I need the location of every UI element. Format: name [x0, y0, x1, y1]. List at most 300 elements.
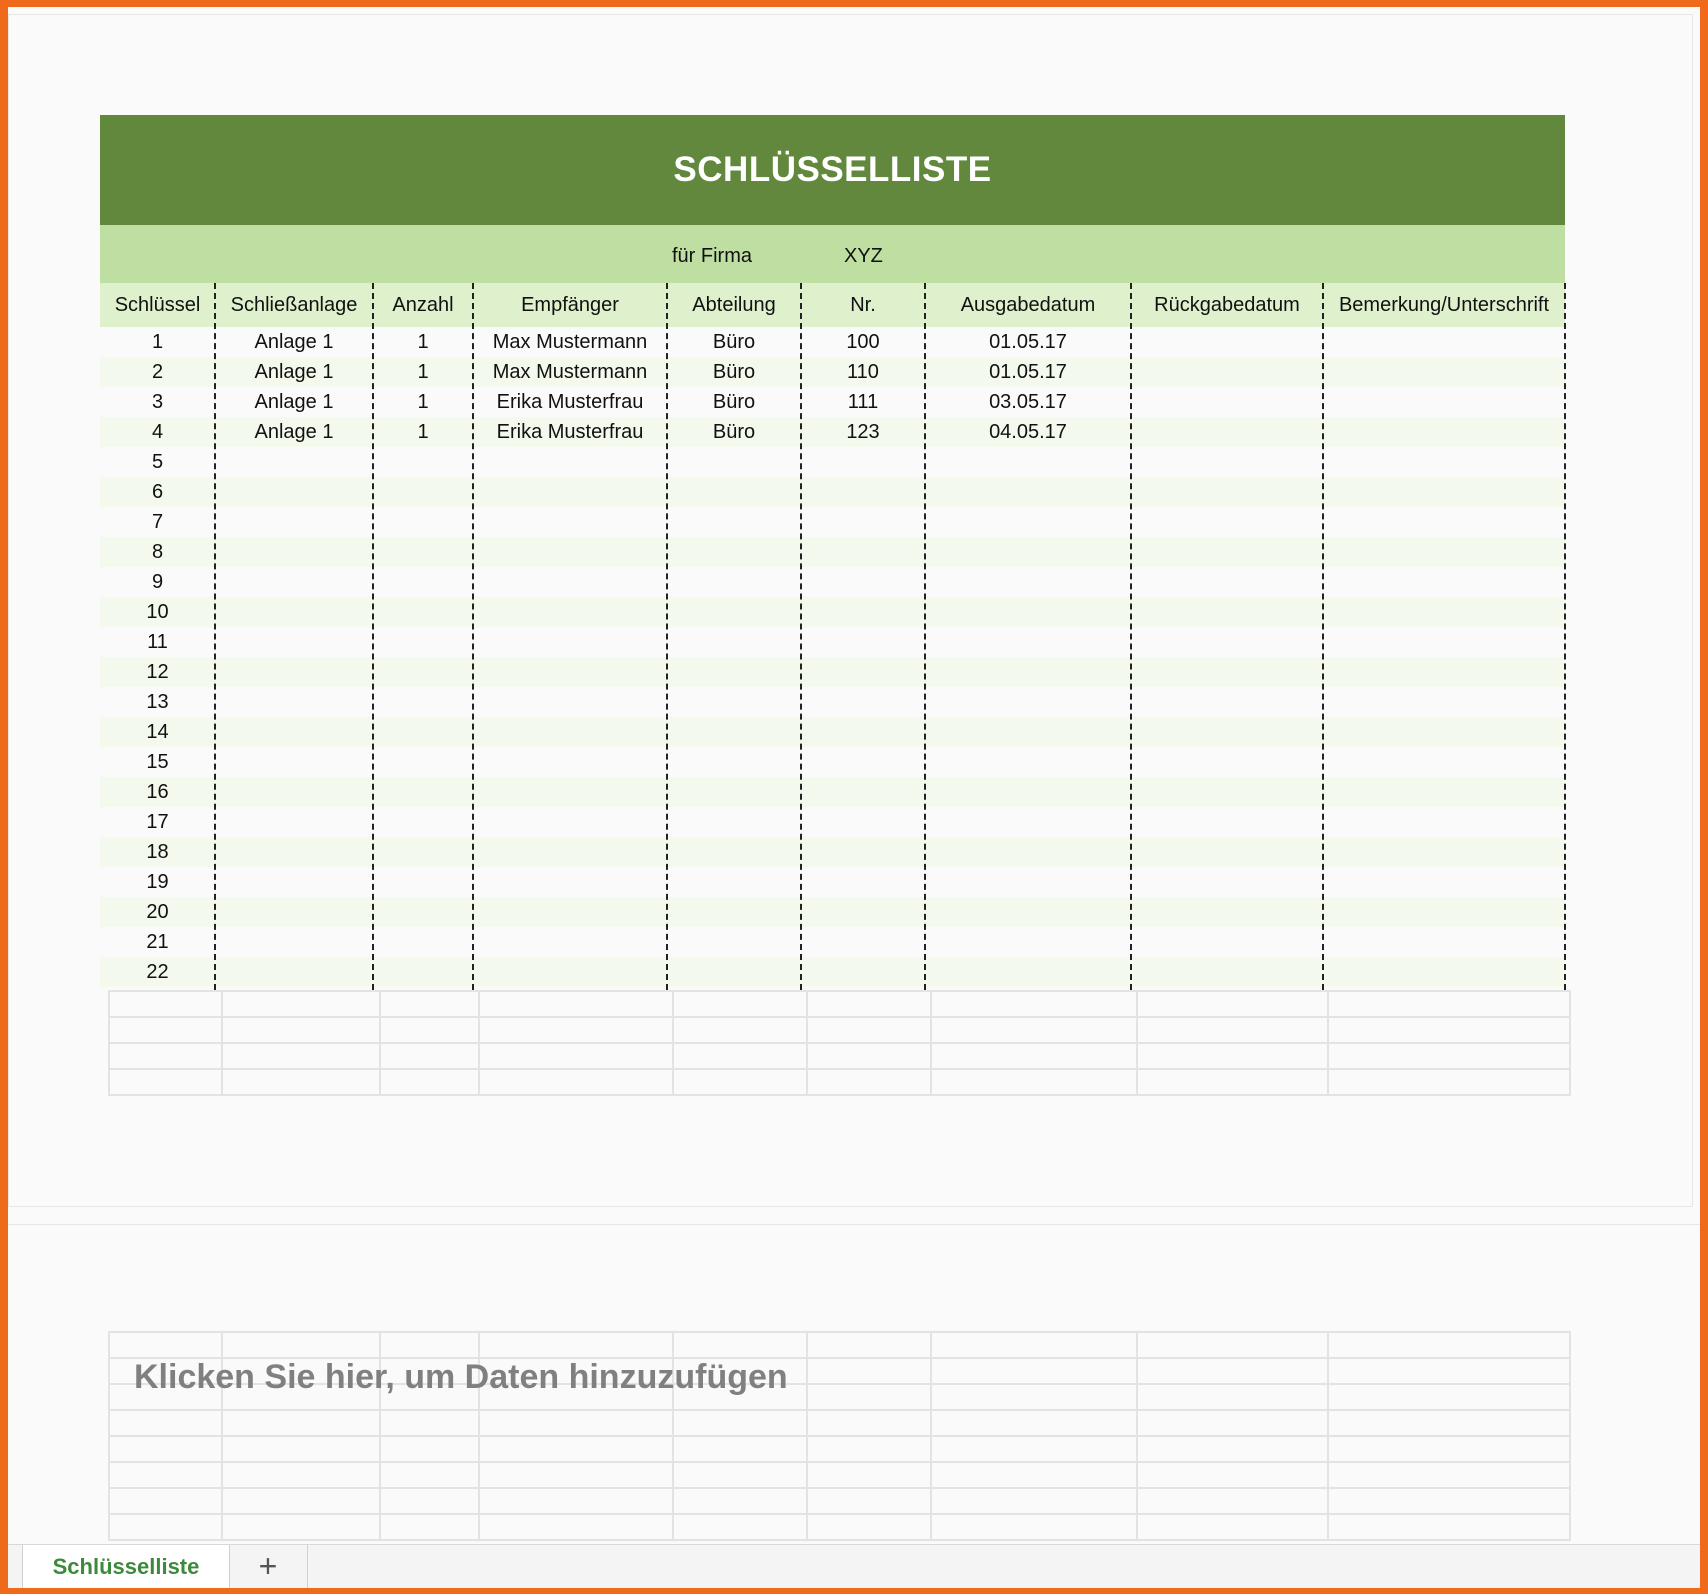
empty-grid-cell[interactable] [932, 1018, 1138, 1042]
column-header-schluessel[interactable]: Schlüssel [114, 293, 201, 316]
cell-anzahl[interactable] [373, 687, 473, 717]
cell-schluessel[interactable]: 10 [146, 600, 169, 623]
empty-grid-cell[interactable] [932, 1463, 1138, 1487]
empty-grid-cell[interactable] [381, 1437, 481, 1461]
cell-bemerkung[interactable] [1323, 867, 1565, 897]
cell-rueckgabedatum[interactable] [1131, 597, 1323, 627]
cell-schluessel[interactable]: 14 [146, 720, 169, 743]
cell-ausgabedatum[interactable] [925, 867, 1131, 897]
empty-grid-cell[interactable] [480, 1489, 674, 1513]
cell-ausgabedatum[interactable] [925, 747, 1131, 777]
empty-grid-cell[interactable] [1329, 1359, 1571, 1383]
cell-nr[interactable] [801, 537, 925, 567]
cell-ausgabedatum[interactable] [925, 537, 1131, 567]
cell-anzahl[interactable] [373, 567, 473, 597]
empty-grid-cell[interactable] [480, 1018, 674, 1042]
empty-grid-cell[interactable] [808, 1411, 932, 1435]
sheet-tab-schluesselliste[interactable]: Schlüsselliste [22, 1545, 230, 1588]
cell-anzahl[interactable] [373, 927, 473, 957]
cell-schliessanlage[interactable] [215, 717, 373, 747]
empty-grid-cell[interactable] [932, 1359, 1138, 1383]
cell-bemerkung[interactable] [1323, 807, 1565, 837]
cell-bemerkung[interactable] [1323, 327, 1565, 357]
empty-grid-cell[interactable] [110, 1070, 223, 1094]
cell-anzahl[interactable] [373, 657, 473, 687]
empty-grid-cell[interactable] [381, 1070, 481, 1094]
cell-schluessel[interactable]: 15 [146, 750, 169, 773]
cell-empfaenger[interactable] [473, 897, 667, 927]
empty-grid-cell[interactable] [932, 1489, 1138, 1513]
cell-anzahl[interactable] [373, 597, 473, 627]
empty-grid-cell[interactable] [1329, 1437, 1571, 1461]
empty-grid-cell[interactable] [808, 1070, 932, 1094]
empty-grid-cell[interactable] [808, 1359, 932, 1383]
empty-grid-cell[interactable] [223, 1333, 381, 1357]
column-header-abteilung[interactable]: Abteilung [692, 293, 776, 316]
cell-schluessel[interactable]: 19 [146, 870, 169, 893]
cell-nr[interactable] [801, 867, 925, 897]
empty-grid-cell[interactable] [932, 1044, 1138, 1068]
cell-ausgabedatum[interactable]: 04.05.17 [989, 420, 1067, 443]
cell-empfaenger[interactable]: Erika Musterfrau [496, 420, 644, 443]
add-sheet-button[interactable]: + [229, 1545, 308, 1588]
empty-grid-cell[interactable] [381, 1463, 481, 1487]
cell-empfaenger[interactable] [473, 477, 667, 507]
cell-empfaenger[interactable] [473, 927, 667, 957]
empty-grid-cell[interactable] [932, 1385, 1138, 1409]
empty-grid-cell[interactable] [674, 1411, 808, 1435]
cell-anzahl[interactable] [373, 447, 473, 477]
cell-anzahl[interactable] [373, 867, 473, 897]
cell-abteilung[interactable] [667, 597, 801, 627]
cell-rueckgabedatum[interactable] [1131, 807, 1323, 837]
cell-schluessel[interactable]: 8 [151, 540, 164, 563]
cell-abteilung[interactable] [667, 537, 801, 567]
cell-schluessel[interactable]: 16 [146, 780, 169, 803]
cell-nr[interactable] [801, 927, 925, 957]
cell-anzahl[interactable] [373, 507, 473, 537]
cell-nr[interactable] [801, 777, 925, 807]
cell-schluessel[interactable]: 11 [147, 630, 168, 653]
cell-rueckgabedatum[interactable] [1131, 627, 1323, 657]
cell-schluessel[interactable]: 1 [151, 330, 164, 353]
cell-abteilung[interactable] [667, 447, 801, 477]
cell-schluessel[interactable]: 5 [151, 450, 164, 473]
empty-grid-cell[interactable] [480, 1515, 674, 1539]
cell-bemerkung[interactable] [1323, 387, 1565, 417]
cell-bemerkung[interactable] [1323, 477, 1565, 507]
empty-grid-cell[interactable] [223, 1463, 381, 1487]
cell-schliessanlage[interactable] [215, 867, 373, 897]
cell-schliessanlage[interactable]: Anlage 1 [254, 390, 334, 413]
cell-bemerkung[interactable] [1323, 747, 1565, 777]
cell-empfaenger[interactable] [473, 627, 667, 657]
cell-rueckgabedatum[interactable] [1131, 657, 1323, 687]
cell-empfaenger[interactable] [473, 687, 667, 717]
empty-grid-cell[interactable] [808, 1044, 932, 1068]
cell-ausgabedatum[interactable] [925, 957, 1131, 987]
cell-empfaenger[interactable]: Erika Musterfrau [496, 390, 644, 413]
empty-grid-cell[interactable] [674, 1489, 808, 1513]
cell-empfaenger[interactable] [473, 867, 667, 897]
cell-schluessel[interactable]: 20 [146, 900, 169, 923]
empty-grid-cell[interactable] [480, 1437, 674, 1461]
cell-abteilung[interactable] [667, 867, 801, 897]
empty-grid-cell[interactable] [110, 1044, 223, 1068]
empty-grid-cell[interactable] [480, 992, 674, 1016]
empty-grid-cell[interactable] [808, 1385, 932, 1409]
cell-bemerkung[interactable] [1323, 627, 1565, 657]
cell-ausgabedatum[interactable] [925, 447, 1131, 477]
cell-schluessel[interactable]: 4 [151, 420, 164, 443]
column-header-bemerkung[interactable]: Bemerkung/Unterschrift [1338, 293, 1550, 316]
cell-rueckgabedatum[interactable] [1131, 777, 1323, 807]
empty-grid-cell[interactable] [674, 1463, 808, 1487]
cell-bemerkung[interactable] [1323, 927, 1565, 957]
empty-grid-cell[interactable] [381, 1018, 481, 1042]
cell-schliessanlage[interactable] [215, 807, 373, 837]
cell-rueckgabedatum[interactable] [1131, 327, 1323, 357]
cell-anzahl[interactable] [373, 807, 473, 837]
empty-grid-cell[interactable] [480, 1044, 674, 1068]
empty-grid-cell[interactable] [1329, 1463, 1571, 1487]
empty-grid-cell[interactable] [223, 1070, 381, 1094]
cell-empfaenger[interactable] [473, 807, 667, 837]
empty-grid-cell[interactable] [932, 1411, 1138, 1435]
cell-anzahl[interactable] [373, 837, 473, 867]
empty-grid-cell[interactable] [1329, 992, 1571, 1016]
cell-abteilung[interactable]: Büro [712, 360, 756, 383]
cell-empfaenger[interactable] [473, 777, 667, 807]
cell-schluessel[interactable]: 21 [146, 930, 169, 953]
cell-nr[interactable] [801, 897, 925, 927]
empty-grid-cell[interactable] [808, 1333, 932, 1357]
cell-rueckgabedatum[interactable] [1131, 417, 1323, 447]
cell-schliessanlage[interactable] [215, 747, 373, 777]
cell-anzahl[interactable]: 1 [417, 360, 429, 383]
empty-grid-cell[interactable] [110, 1018, 223, 1042]
column-header-rueckgabedatum[interactable]: Rückgabedatum [1154, 293, 1300, 316]
cell-schliessanlage[interactable] [215, 897, 373, 927]
cell-schliessanlage[interactable] [215, 567, 373, 597]
empty-grid-cell[interactable] [1138, 992, 1330, 1016]
cell-schluessel[interactable]: 12 [146, 660, 169, 683]
cell-schluessel[interactable]: 6 [151, 480, 164, 503]
empty-grid-cell[interactable] [1138, 1359, 1330, 1383]
empty-grid-cell[interactable] [1138, 1489, 1330, 1513]
empty-grid-cell[interactable] [223, 1411, 381, 1435]
empty-grid-cell[interactable] [381, 1044, 481, 1068]
empty-grid-cell[interactable] [223, 1044, 381, 1068]
empty-grid-cell[interactable] [1138, 1385, 1330, 1409]
cell-rueckgabedatum[interactable] [1131, 567, 1323, 597]
cell-abteilung[interactable] [667, 717, 801, 747]
column-header-schliessanlage[interactable]: Schließanlage [230, 293, 358, 316]
cell-ausgabedatum[interactable] [925, 777, 1131, 807]
cell-empfaenger[interactable] [473, 447, 667, 477]
cell-schliessanlage[interactable] [215, 477, 373, 507]
cell-empfaenger[interactable] [473, 747, 667, 777]
empty-grid-cell[interactable] [808, 992, 932, 1016]
cell-abteilung[interactable]: Büro [712, 420, 756, 443]
cell-anzahl[interactable] [373, 957, 473, 987]
empty-grid-cell[interactable] [110, 1463, 223, 1487]
cell-abteilung[interactable] [667, 957, 801, 987]
cell-ausgabedatum[interactable] [925, 657, 1131, 687]
cell-ausgabedatum[interactable] [925, 927, 1131, 957]
cell-schliessanlage[interactable] [215, 777, 373, 807]
empty-grid-cell[interactable] [223, 1489, 381, 1513]
cell-bemerkung[interactable] [1323, 357, 1565, 387]
cell-nr[interactable] [801, 507, 925, 537]
empty-grid-cell[interactable] [223, 992, 381, 1016]
cell-schluessel[interactable]: 3 [151, 390, 164, 413]
cell-schliessanlage[interactable] [215, 507, 373, 537]
cell-abteilung[interactable] [667, 477, 801, 507]
empty-grid-cell[interactable] [1138, 1333, 1330, 1357]
cell-schliessanlage[interactable] [215, 957, 373, 987]
cell-schliessanlage[interactable] [215, 657, 373, 687]
cell-ausgabedatum[interactable] [925, 597, 1131, 627]
add-data-placeholder[interactable]: Klicken Sie hier, um Daten hinzuzufügen [134, 1358, 788, 1396]
cell-nr[interactable] [801, 837, 925, 867]
cell-anzahl[interactable] [373, 627, 473, 657]
cell-rueckgabedatum[interactable] [1131, 927, 1323, 957]
cell-schluessel[interactable]: 9 [151, 570, 164, 593]
empty-grid-cell[interactable] [674, 1333, 808, 1357]
cell-anzahl[interactable] [373, 537, 473, 567]
cell-anzahl[interactable] [373, 777, 473, 807]
cell-abteilung[interactable]: Büro [712, 390, 756, 413]
cell-ausgabedatum[interactable]: 01.05.17 [989, 360, 1067, 383]
cell-bemerkung[interactable] [1323, 567, 1565, 597]
cell-nr[interactable] [801, 477, 925, 507]
cell-nr[interactable]: 100 [846, 330, 880, 353]
empty-grid-cell[interactable] [110, 1411, 223, 1435]
empty-grid-cell[interactable] [381, 992, 481, 1016]
cell-bemerkung[interactable] [1323, 447, 1565, 477]
empty-grid-cell[interactable] [1329, 1515, 1571, 1539]
cell-anzahl[interactable] [373, 717, 473, 747]
empty-grid-cell[interactable] [223, 1437, 381, 1461]
empty-grid-cell[interactable] [223, 1515, 381, 1539]
cell-rueckgabedatum[interactable] [1131, 747, 1323, 777]
cell-ausgabedatum[interactable] [925, 567, 1131, 597]
cell-schliessanlage[interactable] [215, 537, 373, 567]
cell-schliessanlage[interactable]: Anlage 1 [254, 420, 334, 443]
cell-abteilung[interactable] [667, 507, 801, 537]
cell-empfaenger[interactable] [473, 507, 667, 537]
cell-nr[interactable] [801, 657, 925, 687]
cell-schluessel[interactable]: 22 [146, 960, 169, 983]
empty-grid-cell[interactable] [480, 1411, 674, 1435]
cell-schliessanlage[interactable]: Anlage 1 [254, 360, 334, 383]
cell-rueckgabedatum[interactable] [1131, 507, 1323, 537]
cell-empfaenger[interactable] [473, 957, 667, 987]
empty-grid-cell[interactable] [1329, 1411, 1571, 1435]
empty-grid-cell[interactable] [932, 1515, 1138, 1539]
empty-grid-cell[interactable] [932, 992, 1138, 1016]
cell-rueckgabedatum[interactable] [1131, 687, 1323, 717]
empty-grid-cell[interactable] [674, 1515, 808, 1539]
cell-abteilung[interactable] [667, 657, 801, 687]
empty-grid-cell[interactable] [932, 1333, 1138, 1357]
cell-nr[interactable] [801, 627, 925, 657]
cell-schluessel[interactable]: 13 [146, 690, 169, 713]
cell-bemerkung[interactable] [1323, 417, 1565, 447]
cell-rueckgabedatum[interactable] [1131, 957, 1323, 987]
cell-bemerkung[interactable] [1323, 687, 1565, 717]
cell-abteilung[interactable] [667, 747, 801, 777]
cell-anzahl[interactable]: 1 [417, 420, 429, 443]
cell-bemerkung[interactable] [1323, 537, 1565, 567]
cell-ausgabedatum[interactable] [925, 807, 1131, 837]
cell-schluessel[interactable]: 18 [146, 840, 169, 863]
empty-grid-cell[interactable] [808, 1515, 932, 1539]
cell-empfaenger[interactable] [473, 717, 667, 747]
cell-rueckgabedatum[interactable] [1131, 387, 1323, 417]
cell-abteilung[interactable] [667, 627, 801, 657]
empty-grid-cell[interactable] [932, 1437, 1138, 1461]
cell-nr[interactable] [801, 717, 925, 747]
cell-anzahl[interactable]: 1 [417, 390, 429, 413]
empty-grid-cell[interactable] [480, 1333, 674, 1357]
column-header-ausgabedatum[interactable]: Ausgabedatum [960, 293, 1096, 316]
cell-abteilung[interactable] [667, 777, 801, 807]
cell-ausgabedatum[interactable] [925, 717, 1131, 747]
cell-rueckgabedatum[interactable] [1131, 357, 1323, 387]
cell-rueckgabedatum[interactable] [1131, 477, 1323, 507]
cell-abteilung[interactable] [667, 687, 801, 717]
cell-schliessanlage[interactable]: Anlage 1 [254, 330, 334, 353]
cell-schluessel[interactable]: 17 [146, 810, 169, 833]
cell-bemerkung[interactable] [1323, 507, 1565, 537]
empty-grid-cell[interactable] [808, 1489, 932, 1513]
cell-bemerkung[interactable] [1323, 957, 1565, 987]
empty-grid-cell[interactable] [110, 1437, 223, 1461]
empty-grid-cell[interactable] [1138, 1070, 1330, 1094]
empty-grid-cell[interactable] [808, 1437, 932, 1461]
empty-grid-cell[interactable] [1138, 1044, 1330, 1068]
empty-grid-cell[interactable] [674, 1437, 808, 1461]
cell-nr[interactable]: 111 [847, 390, 879, 413]
cell-abteilung[interactable]: Büro [712, 330, 756, 353]
cell-abteilung[interactable] [667, 807, 801, 837]
cell-nr[interactable]: 123 [846, 420, 880, 443]
cell-anzahl[interactable] [373, 477, 473, 507]
empty-grid-cell[interactable] [110, 1333, 223, 1357]
cell-ausgabedatum[interactable] [925, 837, 1131, 867]
cell-empfaenger[interactable] [473, 837, 667, 867]
cell-ausgabedatum[interactable] [925, 687, 1131, 717]
cell-bemerkung[interactable] [1323, 897, 1565, 927]
empty-grid-cell[interactable] [1138, 1437, 1330, 1461]
empty-grid-cell[interactable] [1329, 1018, 1571, 1042]
column-header-anzahl[interactable]: Anzahl [392, 293, 454, 316]
cell-ausgabedatum[interactable]: 03.05.17 [989, 390, 1067, 413]
cell-anzahl[interactable] [373, 897, 473, 927]
cell-nr[interactable] [801, 807, 925, 837]
cell-nr[interactable] [801, 747, 925, 777]
empty-grid-cell[interactable] [1138, 1411, 1330, 1435]
cell-empfaenger[interactable] [473, 657, 667, 687]
cell-nr[interactable] [801, 957, 925, 987]
empty-grid-cell[interactable] [674, 1070, 808, 1094]
cell-bemerkung[interactable] [1323, 597, 1565, 627]
empty-grid-cell[interactable] [381, 1411, 481, 1435]
empty-grid-cell[interactable] [110, 1515, 223, 1539]
empty-grid-cell[interactable] [1138, 1463, 1330, 1487]
cell-schliessanlage[interactable] [215, 687, 373, 717]
empty-grid-cell[interactable] [1329, 1385, 1571, 1409]
cell-schluessel[interactable]: 2 [151, 360, 164, 383]
empty-grid-cell[interactable] [932, 1070, 1138, 1094]
cell-nr[interactable] [801, 597, 925, 627]
column-header-nr[interactable]: Nr. [850, 293, 876, 316]
cell-bemerkung[interactable] [1323, 657, 1565, 687]
cell-bemerkung[interactable] [1323, 777, 1565, 807]
cell-abteilung[interactable] [667, 897, 801, 927]
cell-rueckgabedatum[interactable] [1131, 897, 1323, 927]
empty-grid-cell[interactable] [223, 1018, 381, 1042]
cell-rueckgabedatum[interactable] [1131, 867, 1323, 897]
cell-rueckgabedatum[interactable] [1131, 537, 1323, 567]
empty-grid-cell[interactable] [1138, 1515, 1330, 1539]
cell-ausgabedatum[interactable] [925, 627, 1131, 657]
empty-grid-cell[interactable] [381, 1333, 481, 1357]
cell-bemerkung[interactable] [1323, 837, 1565, 867]
cell-empfaenger[interactable] [473, 537, 667, 567]
cell-schliessanlage[interactable] [215, 597, 373, 627]
cell-bemerkung[interactable] [1323, 717, 1565, 747]
cell-schliessanlage[interactable] [215, 837, 373, 867]
empty-grid-cell[interactable] [1329, 1333, 1571, 1357]
empty-grid-cell[interactable] [674, 992, 808, 1016]
cell-ausgabedatum[interactable]: 01.05.17 [989, 330, 1067, 353]
empty-grid-cell[interactable] [674, 1018, 808, 1042]
cell-empfaenger[interactable] [473, 567, 667, 597]
cell-ausgabedatum[interactable] [925, 897, 1131, 927]
cell-abteilung[interactable] [667, 837, 801, 867]
cell-ausgabedatum[interactable] [925, 507, 1131, 537]
empty-grid-cell[interactable] [110, 1489, 223, 1513]
cell-empfaenger[interactable]: Max Mustermann [492, 330, 648, 353]
cell-ausgabedatum[interactable] [925, 477, 1131, 507]
empty-grid-cell[interactable] [480, 1070, 674, 1094]
empty-grid-cell[interactable] [110, 992, 223, 1016]
cell-nr[interactable] [801, 567, 925, 597]
cell-nr[interactable] [801, 447, 925, 477]
empty-grid-cell[interactable] [808, 1018, 932, 1042]
cell-schliessanlage[interactable] [215, 447, 373, 477]
empty-grid-cell[interactable] [1329, 1489, 1571, 1513]
cell-empfaenger[interactable]: Max Mustermann [492, 360, 648, 383]
empty-grid-cell[interactable] [381, 1489, 481, 1513]
empty-grid-cell[interactable] [1138, 1018, 1330, 1042]
cell-anzahl[interactable] [373, 747, 473, 777]
column-header-empfaenger[interactable]: Empfänger [521, 293, 619, 316]
cell-empfaenger[interactable] [473, 597, 667, 627]
cell-schliessanlage[interactable] [215, 627, 373, 657]
cell-schluessel[interactable]: 7 [151, 510, 164, 533]
empty-grid-cell[interactable] [674, 1044, 808, 1068]
cell-rueckgabedatum[interactable] [1131, 447, 1323, 477]
cell-nr[interactable] [801, 687, 925, 717]
empty-grid-cell[interactable] [1329, 1044, 1571, 1068]
cell-nr[interactable]: 110 [847, 360, 879, 383]
cell-rueckgabedatum[interactable] [1131, 837, 1323, 867]
empty-grid-cell[interactable] [480, 1463, 674, 1487]
